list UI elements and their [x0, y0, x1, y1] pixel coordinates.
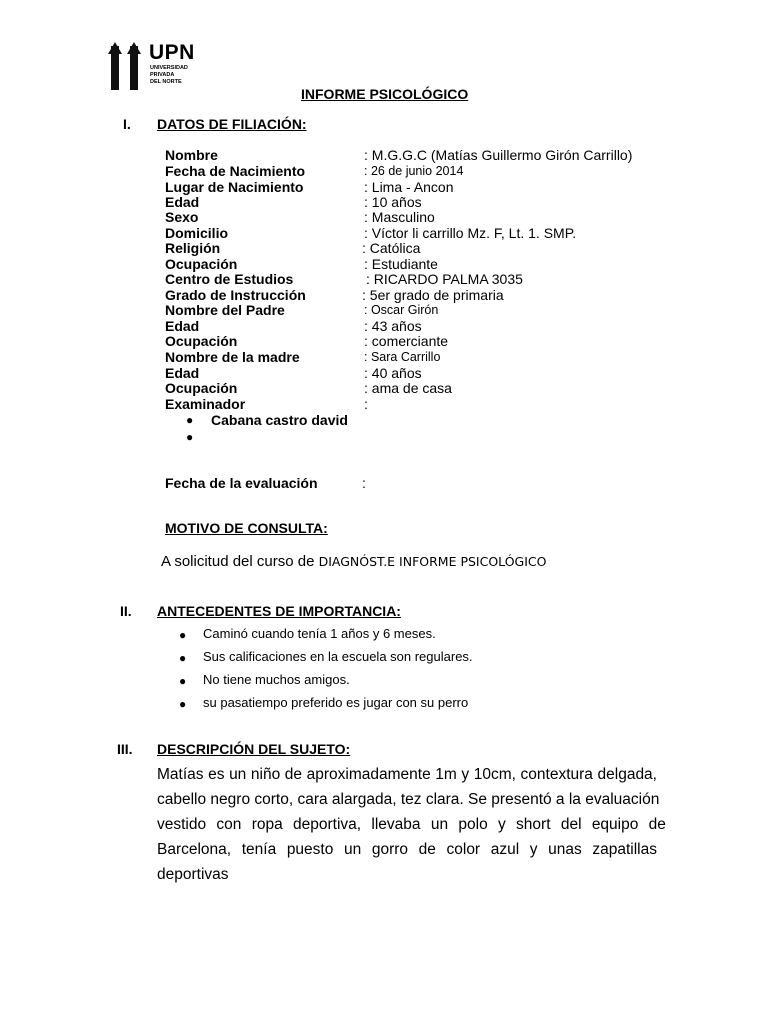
field-label: Ocupación [165, 256, 238, 272]
description-line: cabello negro corto, cara alargada, tez clara. Se presentó a la evaluación [157, 791, 660, 808]
eval-date-value: : [362, 475, 366, 491]
field-label: Examinador [165, 396, 246, 412]
examiner-name: Cabana castro david [211, 412, 348, 428]
section-1-heading: DATOS DE FILIACIÓN: [157, 116, 307, 132]
upn-logo [108, 42, 198, 90]
field-label: Nombre del Padre [165, 302, 285, 318]
field-value: : Masculino [364, 209, 435, 225]
upn-logo-subtitle-1: UNIVERSIDAD [150, 65, 188, 71]
field-label: Lugar de Nacimiento [165, 179, 304, 195]
subject-description [157, 762, 666, 887]
field-label: Edad [165, 365, 200, 381]
bullet-icon: ● [179, 651, 187, 665]
upn-logo-subtitle-2: PRIVADA [150, 72, 175, 78]
field-label: Grado de Instrucción [165, 287, 306, 303]
upn-logo-subtitle-3: DEL NORTE [150, 79, 182, 85]
section-3-numeral: III. [117, 741, 133, 757]
field-value: : 43 años [364, 318, 422, 334]
field-value: : 10 años [364, 194, 422, 210]
field-value: : Católica [362, 240, 421, 256]
upn-logo-brand: UPN [149, 41, 195, 64]
eval-date-label: Fecha de la evaluación [165, 475, 318, 491]
document-title: INFORME PSICOLÓGICO [301, 86, 469, 102]
field-label: Religión [165, 240, 221, 256]
field-label: Nombre [165, 147, 218, 163]
bullet-icon: ● [179, 628, 187, 642]
bullet-icon: ● [179, 697, 187, 711]
bullet-icon: ● [179, 674, 187, 688]
field-label: Edad [165, 194, 200, 210]
bullet-icon: ● [186, 430, 194, 444]
field-label: Nombre de la madre [165, 349, 300, 365]
list-item: No tiene muchos amigos. [203, 672, 350, 687]
bullet-icon: ● [186, 413, 194, 427]
field-value: : Sara Carrillo [364, 350, 441, 364]
field-label: Edad [165, 318, 200, 334]
motivo-course: DIAGNÓST.E INFORME PSICOLÓGICO [318, 554, 547, 569]
section-3-heading: DESCRIPCIÓN DEL SUJETO: [157, 741, 351, 757]
field-label: Fecha de Nacimiento [165, 163, 306, 179]
description-line: Barcelona, tenía puesto un gorro de color azul y unas zapatillas [157, 841, 657, 858]
section-1-numeral: I. [123, 116, 131, 132]
list-item: Sus calificaciones en la escuela son regulares. [203, 649, 473, 664]
list-item: Caminó cuando tenía 1 años y 6 meses. [203, 626, 436, 641]
list-item: su pasatiempo preferido es jugar con su perro [203, 695, 469, 710]
field-label: Domicilio [165, 225, 229, 241]
field-value: : Víctor li carrillo Mz. F, Lt. 1. SMP. [364, 225, 577, 241]
description-line: vestido con ropa deportiva, llevaba un polo y short del equipo de [157, 816, 666, 833]
field-value: : Oscar Girón [364, 303, 439, 317]
description-line: deportivas [157, 866, 229, 883]
upn-logo-mark-icon [108, 42, 146, 90]
field-value: : Lima - Ancon [364, 179, 454, 195]
section-2-heading: ANTECEDENTES DE IMPORTANCIA: [157, 603, 401, 619]
field-value: : comerciante [364, 333, 449, 349]
field-value: : 26 de junio 2014 [364, 164, 464, 178]
field-value: : M.G.G.C (Matías Guillermo Girón Carrillo) [364, 147, 633, 163]
field-label: Ocupación [165, 380, 238, 396]
field-value: : [364, 396, 368, 412]
field-value: : RICARDO PALMA 3035 [366, 271, 523, 287]
description-line: Matías es un niño de aproximadamente 1m y 10cm, contextura delgada, [157, 766, 657, 783]
field-label: Centro de Estudios [165, 271, 294, 287]
motivo-prefix: A solicitud del curso de [161, 553, 319, 570]
section-2-numeral: II. [120, 603, 132, 619]
field-value: : 5er grado de primaria [362, 287, 504, 303]
motivo-heading: MOTIVO DE CONSULTA: [165, 520, 328, 536]
field-value: : 40 años [364, 365, 422, 381]
field-value: : ama de casa [364, 380, 452, 396]
field-label: Ocupación [165, 333, 238, 349]
field-value: : Estudiante [364, 256, 438, 272]
motivo-text [161, 553, 546, 570]
field-label: Sexo [165, 209, 199, 225]
